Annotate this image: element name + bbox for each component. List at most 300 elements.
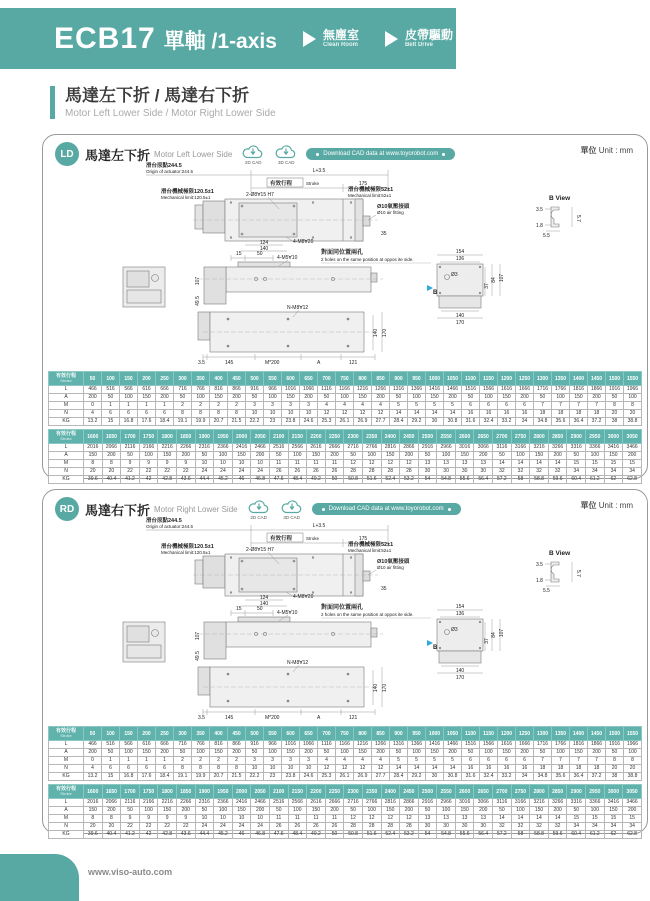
panel-title-zh: 馬達右下折 — [85, 502, 151, 518]
dim-value: 766 — [192, 386, 210, 394]
stroke-value: 2450 — [400, 785, 419, 799]
stroke-value: 50 — [84, 727, 102, 741]
dim-bm-35: 3.5 — [198, 360, 205, 366]
dim-107: 107 — [195, 631, 201, 641]
dimension-table — [48, 784, 642, 839]
dim-value: 8 — [606, 757, 624, 765]
dim-value: 10 — [214, 815, 233, 823]
dim-value: 10 — [251, 815, 270, 823]
label-mech-right-en: Mechanical limit:52±1 — [348, 548, 392, 553]
dim-l: L+3.5 — [312, 523, 326, 529]
dim-value: 50 — [246, 749, 264, 757]
stroke-value: 2700 — [493, 785, 512, 799]
row-label: A — [49, 749, 84, 757]
dim-value: 18 — [552, 765, 570, 773]
stroke-value: 3050 — [623, 785, 642, 799]
dim-value: 8 — [174, 410, 192, 418]
dimension-table-2 — [48, 784, 642, 839]
dim-value: 51.6 — [362, 831, 381, 839]
dim-value: 10 — [195, 815, 214, 823]
dim-value: 816 — [210, 386, 228, 394]
dim-value: 12 — [400, 815, 419, 823]
dim-value: 5 — [444, 402, 462, 410]
dim-value: 200 — [228, 394, 246, 402]
label-air-en: Ø10 air fitting — [377, 210, 404, 215]
stroke-value: 1550 — [624, 727, 642, 741]
dim-value: 27.7 — [372, 418, 390, 426]
dim-bv-35: 3.5 — [536, 207, 543, 213]
cloud-download-icon — [247, 499, 271, 515]
stroke-value: 2100 — [269, 430, 288, 444]
dim-value: 2066 — [102, 799, 121, 807]
stroke-value: 3000 — [604, 785, 623, 799]
row-label: KG — [49, 476, 84, 484]
dim-value: 100 — [511, 807, 530, 815]
dim-value: 14 — [493, 460, 512, 468]
dim-value: 50 — [606, 749, 624, 757]
cad-3d-download-icon[interactable] — [280, 499, 304, 520]
dim-50: 50 — [257, 606, 263, 612]
dim-value: 2566 — [288, 444, 307, 452]
dim-value: 2016 — [84, 799, 103, 807]
dim-value: 33.2 — [498, 773, 516, 781]
dim-value: 10 — [282, 410, 300, 418]
row-label: KG — [49, 418, 84, 426]
dim-value: 2316 — [195, 799, 214, 807]
stroke-value: 2500 — [418, 430, 437, 444]
dim-value: 19.1 — [174, 418, 192, 426]
dim-value: 50 — [318, 394, 336, 402]
dim-value: 12 — [372, 765, 390, 773]
dim-value: 566 — [120, 741, 138, 749]
dim-value: 15 — [586, 815, 605, 823]
dim-value: 24 — [195, 468, 214, 476]
dim-value: 150 — [530, 807, 549, 815]
dim-value: 6 — [480, 402, 498, 410]
stroke-value: 2200 — [307, 785, 326, 799]
dim-value: 34 — [567, 823, 586, 831]
stroke-value: 1400 — [570, 727, 588, 741]
dim-value: 42 — [139, 831, 158, 839]
stroke-value: 450 — [228, 727, 246, 741]
dim-value: 18 — [570, 765, 588, 773]
label-origin-zh: 滑台原點244.5 — [146, 518, 182, 524]
dim-value: 14 — [426, 410, 444, 418]
row-label: N — [49, 468, 84, 476]
dim-value: 6 — [138, 410, 156, 418]
dim-value: 2466 — [251, 444, 270, 452]
dim-value: 2516 — [269, 444, 288, 452]
dim-value: 59.6 — [548, 831, 567, 839]
stroke-value: 2000 — [232, 430, 251, 444]
dim-value: 58 — [511, 831, 530, 839]
stroke-value: 2250 — [325, 430, 344, 444]
dim-value: 1016 — [282, 386, 300, 394]
stroke-value: 2350 — [362, 430, 381, 444]
dim-value: 866 — [228, 386, 246, 394]
dim-value: 42 — [139, 476, 158, 484]
dim-value: 38.8 — [624, 773, 642, 781]
dim-value: 100 — [480, 749, 498, 757]
stroke-value: 750 — [336, 372, 354, 386]
panel-title-en: Motor Left Lower Side — [154, 149, 233, 159]
dim-value: 2166 — [139, 799, 158, 807]
badge-clean-room-zh: 無塵室 — [322, 27, 359, 42]
download-cad-button[interactable]: Download CAD data at www.toyorobot.com — [306, 148, 455, 160]
dim-value: 10 — [214, 460, 233, 468]
cad-2d-label: 2D CAD — [245, 159, 262, 165]
stroke-value: 1050 — [444, 727, 462, 741]
dim-value: 50 — [174, 749, 192, 757]
dim-value: 54 — [418, 831, 437, 839]
dim-value: 2366 — [214, 444, 233, 452]
dim-value: 8 — [84, 460, 103, 468]
dim-value: 24.6 — [300, 418, 318, 426]
row-label: N — [49, 410, 84, 418]
dim-value: 50 — [195, 807, 214, 815]
dim-value: 6 — [156, 410, 174, 418]
dim-value: 10 — [232, 460, 251, 468]
dim-value: 1066 — [300, 741, 318, 749]
row-label: A — [49, 394, 84, 402]
dim-value: 100 — [214, 807, 233, 815]
dim-value: 44.4 — [195, 476, 214, 484]
label-opposite-zh: 對面同位置兩孔 — [321, 250, 364, 256]
dim-value: 9 — [139, 460, 158, 468]
dim-124: 124 — [259, 595, 269, 601]
stroke-value: 1900 — [195, 785, 214, 799]
dim-value: 466 — [84, 386, 102, 394]
stroke-value: 2400 — [381, 785, 400, 799]
dim-value: 15 — [623, 460, 642, 468]
panel-title-en: Motor Right Lower Side — [154, 504, 238, 514]
technical-drawing — [43, 514, 649, 726]
dim-value: 18 — [534, 765, 552, 773]
dim-value: 6 — [480, 757, 498, 765]
cad-2d-download-icon[interactable] — [247, 499, 271, 520]
label-origin-zh: 滑台原點244.5 — [146, 163, 182, 169]
dim-value: 0 — [84, 757, 102, 765]
dim-value: 1316 — [390, 741, 408, 749]
stroke-value: 1450 — [588, 372, 606, 386]
dim-value: 3166 — [511, 444, 530, 452]
stroke-value: 2150 — [288, 430, 307, 444]
dim-value: 40.4 — [102, 476, 121, 484]
dim-sv-140: 140 — [373, 328, 379, 338]
stroke-value: 1950 — [214, 785, 233, 799]
dim-value: 7 — [588, 402, 606, 410]
stroke-value: 100 — [102, 727, 120, 741]
dim-value: 26.1 — [336, 773, 354, 781]
dim-ev-o3: Ø3 — [451, 627, 458, 633]
dim-value: 8 — [84, 815, 103, 823]
motor-end-view-group — [123, 267, 165, 307]
dim-value: 150 — [604, 452, 623, 460]
panel-badge-rd: RD — [55, 497, 79, 521]
dim-value: 31.6 — [462, 773, 480, 781]
dim-bv-35: 3.5 — [536, 562, 543, 568]
dim-value: 4 — [354, 402, 372, 410]
dimension-table-1 — [48, 371, 642, 426]
dim-124: 124 — [259, 240, 269, 246]
dim-value: 26.9 — [354, 773, 372, 781]
dim-value: 1 — [102, 757, 120, 765]
label-holes-n: N-M8∀12 — [287, 305, 309, 311]
dim-value: 43.6 — [176, 831, 195, 839]
dim-value: 3066 — [474, 799, 493, 807]
cad-3d-download-icon[interactable] — [274, 144, 298, 165]
dim-value: 5 — [390, 757, 408, 765]
stroke-value: 1750 — [139, 785, 158, 799]
dim-value: 25.3 — [318, 418, 336, 426]
dim-value: 3216 — [530, 444, 549, 452]
row-label: M — [49, 815, 84, 823]
dim-value: 32 — [530, 823, 549, 831]
dim-value: 100 — [336, 749, 354, 757]
dim-value: 13 — [474, 815, 493, 823]
dim-value: 7 — [570, 757, 588, 765]
dim-value: 1616 — [498, 386, 516, 394]
stroke-value: 2350 — [362, 785, 381, 799]
dim-value: 1166 — [336, 741, 354, 749]
dim-value: 61.2 — [586, 831, 605, 839]
row-label: N — [49, 765, 84, 773]
dim-value: 34 — [623, 468, 642, 476]
dim-value: 34.8 — [534, 773, 552, 781]
cad-2d-download-icon[interactable] — [241, 144, 265, 165]
dim-ev-107: 107 — [499, 273, 505, 283]
label-air-zh: Ø10氣壓接頭 — [377, 559, 410, 565]
dim-value: 4 — [354, 757, 372, 765]
dim-value: 1966 — [624, 741, 642, 749]
dim-value: 49.2 — [307, 831, 326, 839]
dim-value: 28 — [344, 823, 363, 831]
dim-value: 2416 — [232, 799, 251, 807]
dim-value: 10 — [264, 765, 282, 773]
dim-value: 11 — [325, 815, 344, 823]
dim-value: 13 — [418, 815, 437, 823]
label-holes-n: N-M8∀12 — [287, 660, 309, 666]
dim-value: 22 — [158, 468, 177, 476]
dim-value: 3316 — [567, 444, 586, 452]
dim-value: 3416 — [604, 444, 623, 452]
dim-value: 200 — [300, 749, 318, 757]
unit-label: 單位 Unit : mm — [580, 146, 633, 155]
dim-value: 20.7 — [210, 773, 228, 781]
dim-value: 30 — [474, 468, 493, 476]
stroke-value: 150 — [120, 727, 138, 741]
stroke-value: 1100 — [462, 727, 480, 741]
dim-value: 29.2 — [408, 773, 426, 781]
stroke-value: 1350 — [552, 727, 570, 741]
stroke-value: 2750 — [511, 430, 530, 444]
dim-ev-84: 84 — [491, 632, 497, 638]
dim-value: 15 — [604, 460, 623, 468]
dim-value: 100 — [408, 749, 426, 757]
stroke-value: 200 — [138, 727, 156, 741]
label-air-en: Ø10 air fitting — [377, 565, 404, 570]
dim-value: 4 — [336, 402, 354, 410]
dim-value: 100 — [336, 394, 354, 402]
dim-value: 48.4 — [288, 831, 307, 839]
stroke-value: 2700 — [493, 430, 512, 444]
dim-value: 2616 — [307, 799, 326, 807]
dim-value: 12 — [318, 765, 336, 773]
dim-value: 1466 — [444, 741, 462, 749]
dim-value: 200 — [156, 749, 174, 757]
label-stroke-en: Stroke — [306, 536, 320, 541]
dim-value: 2666 — [325, 444, 344, 452]
dim-ev-140: 140 — [455, 668, 465, 674]
dim-value: 1916 — [606, 386, 624, 394]
row-label: L — [49, 741, 84, 749]
stroke-value: 150 — [120, 372, 138, 386]
dim-value: 50 — [567, 452, 586, 460]
dim-value: 1466 — [444, 386, 462, 394]
label-mech-right-zh: 滑台機械極限52±1 — [348, 187, 394, 193]
dim-value: 17.6 — [138, 773, 156, 781]
dim-value: 2 — [228, 757, 246, 765]
dim-value: 716 — [174, 386, 192, 394]
stroke-value: 2000 — [232, 785, 251, 799]
dim-value: 2266 — [176, 444, 195, 452]
dim-value: 6 — [498, 757, 516, 765]
dim-value: 2416 — [232, 444, 251, 452]
title-banner — [0, 8, 456, 69]
stroke-value: 2100 — [269, 785, 288, 799]
dim-value: 26 — [269, 468, 288, 476]
dim-value: 1 — [120, 402, 138, 410]
dim-value: 62 — [604, 476, 623, 484]
label-opposite-zh: 對面同位置兩孔 — [321, 605, 364, 611]
dim-value: 100 — [480, 394, 498, 402]
dim-value: 54.8 — [437, 831, 456, 839]
stroke-value: 950 — [408, 727, 426, 741]
dim-value: 38 — [606, 773, 624, 781]
dim-value: 20 — [102, 468, 121, 476]
dim-value: 53.2 — [400, 831, 419, 839]
bottom-view-group — [198, 312, 375, 352]
dim-value: 2216 — [158, 444, 177, 452]
dim-value: 100 — [214, 452, 233, 460]
dim-value: 58.8 — [530, 831, 549, 839]
stroke-value: 2800 — [530, 785, 549, 799]
dim-bm-121: 121 — [349, 715, 358, 721]
dim-value: 12 — [344, 815, 363, 823]
dim-value: 26 — [269, 823, 288, 831]
dim-value: 12 — [344, 460, 363, 468]
stroke-value: 1300 — [534, 372, 552, 386]
stroke-header: 有效行程 Stroke — [49, 727, 84, 741]
dim-value: 150 — [307, 452, 326, 460]
dim-value: 22 — [139, 468, 158, 476]
dim-value: 21.5 — [228, 418, 246, 426]
stroke-value: 1850 — [176, 785, 195, 799]
dim-value: 34 — [586, 468, 605, 476]
dim-value: 16.8 — [120, 418, 138, 426]
dim-value: 3316 — [567, 799, 586, 807]
dim-value: 1666 — [516, 386, 534, 394]
dim-value: 3 — [300, 402, 318, 410]
dim-ev-170: 170 — [455, 675, 465, 681]
dim-value: 46 — [232, 831, 251, 839]
dim-bm-m200: M*200 — [265, 360, 280, 366]
dim-value: 1416 — [426, 741, 444, 749]
download-cad-button[interactable]: Download CAD data at www.toyorobot.com — [312, 503, 461, 515]
dim-value: 1316 — [390, 386, 408, 394]
dim-value: 32 — [493, 468, 512, 476]
stroke-value: 1000 — [426, 727, 444, 741]
dim-value: 27.7 — [372, 773, 390, 781]
dim-value: 5 — [390, 402, 408, 410]
dim-value: 15 — [604, 815, 623, 823]
dim-value: 9 — [139, 815, 158, 823]
dim-value: 3 — [300, 757, 318, 765]
dim-value: 22 — [176, 468, 195, 476]
cad-3d-label: 3D CAD — [278, 159, 295, 165]
dim-value: 100 — [586, 807, 605, 815]
dim-value: 200 — [623, 807, 642, 815]
dim-value: 23 — [264, 418, 282, 426]
row-label: L — [49, 799, 84, 807]
dim-value: 32 — [530, 468, 549, 476]
dim-value: 12 — [362, 460, 381, 468]
dim-value: 13 — [474, 460, 493, 468]
dim-value: 36.4 — [570, 418, 588, 426]
dim-value: 10 — [195, 460, 214, 468]
dim-value: 100 — [264, 749, 282, 757]
label-opposite-en: 2 holes on the same position at oppos ite side. — [321, 257, 414, 262]
dim-value: 12 — [400, 460, 419, 468]
stroke-value: 1700 — [121, 430, 140, 444]
stroke-value: 2900 — [567, 785, 586, 799]
dim-value: 52.4 — [381, 831, 400, 839]
dim-value: 35.6 — [552, 773, 570, 781]
dim-value: 7 — [552, 757, 570, 765]
dim-value: 34 — [604, 823, 623, 831]
stroke-header: 有效行程 Stroke — [49, 430, 84, 444]
label-holes-m8: 4-M8∀20 — [293, 239, 314, 245]
dim-value: 50.8 — [344, 476, 363, 484]
dim-value: 150 — [232, 807, 251, 815]
dim-value: 50 — [418, 807, 437, 815]
dim-value: 10 — [246, 765, 264, 773]
dim-value: 1666 — [516, 741, 534, 749]
dim-value: 6 — [102, 410, 120, 418]
dim-value: 50 — [390, 394, 408, 402]
stroke-value: 650 — [300, 727, 318, 741]
dim-value: 34 — [586, 823, 605, 831]
dim-value: 100 — [624, 749, 642, 757]
dim-value: 3 — [246, 402, 264, 410]
dim-ev-136: 136 — [455, 256, 465, 262]
dim-value: 50 — [462, 394, 480, 402]
dim-value: 50 — [567, 807, 586, 815]
stroke-value: 350 — [192, 372, 210, 386]
dim-value: 8 — [174, 765, 192, 773]
dim-value: 13 — [455, 815, 474, 823]
dim-value: 3 — [282, 757, 300, 765]
dim-value: 28 — [362, 823, 381, 831]
dim-value: 200 — [251, 452, 270, 460]
stroke-value: 1500 — [606, 727, 624, 741]
label-air-zh: Ø10氣壓接頭 — [377, 204, 410, 210]
stroke-value: 1150 — [480, 727, 498, 741]
dim-value: 7 — [534, 757, 552, 765]
dim-value: 11 — [325, 460, 344, 468]
dim-value: 566 — [120, 386, 138, 394]
dim-value: 30 — [418, 468, 437, 476]
